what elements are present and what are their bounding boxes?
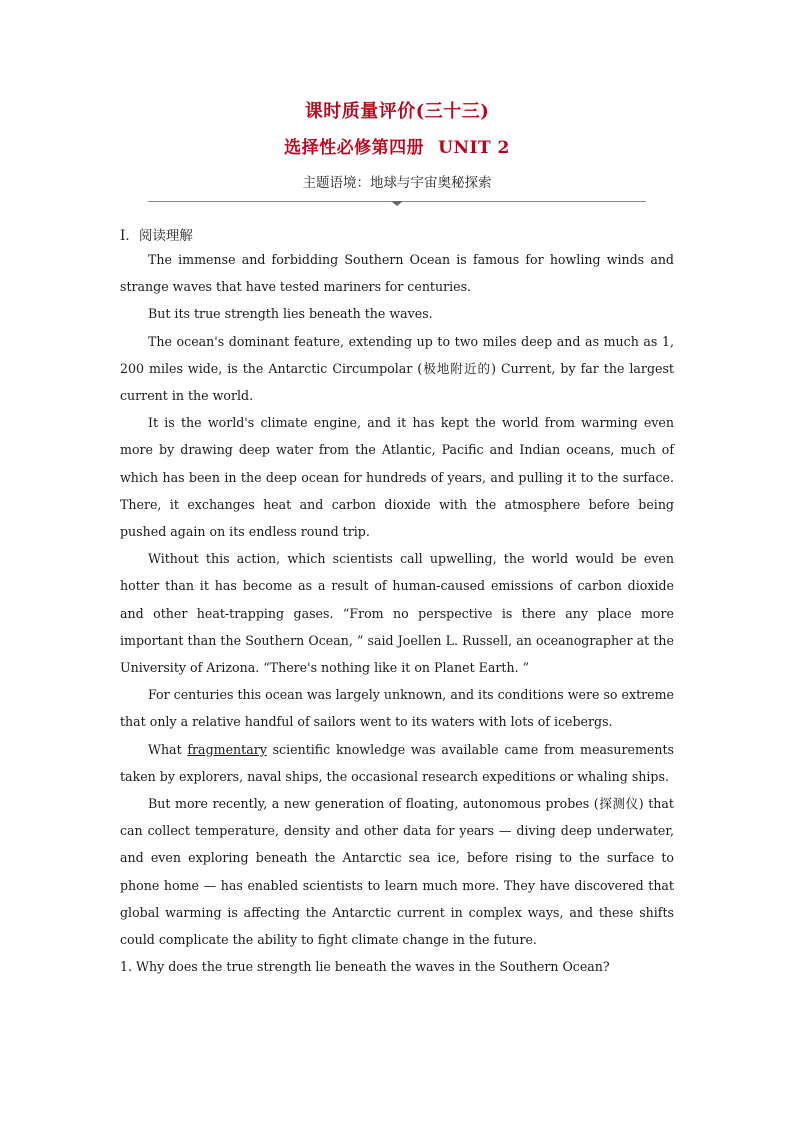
underlined-word: fragmentary <box>187 741 267 757</box>
theme-context: 主题语境：地球与宇宙奥秘探索 <box>302 175 492 191</box>
paragraph-8: But more recently, a new generation of floating, autonomous probes (探测仪) that can collect temperature, density and other data for years — diving deep underwater, and even exploring beneath the Antarctic sea ice, before rising to the surface to phone home — has enabled scientists to learn much more. They have discovered that global warming is affecting the Antarctic current in complex ways, and these shifts could complicate the ability to fight climate change in the future. <box>120 796 674 948</box>
paragraph-1: The immense and forbidding Southern Ocean is famous for howling winds and strange waves that have tested mariners for centuries. <box>120 252 674 295</box>
paragraph-4: It is the world's climate engine, and it has kept the world from warming even more by drawing deep water from the Atlantic, Pacific and Indian oceans, much of which has been in the deep ocean for hundreds of years, and pulling it to the surface. There, it exchanges heat and carbon dioxide with the atmosphere before being pushed again on its endless round trip. <box>120 415 674 540</box>
page-subtitle <box>0 133 794 158</box>
paragraph-3: The ocean's dominant feature, extending up to two miles deep and as much as 1, 200 miles wide, is the Antarctic Circumpolar (极地附近的) Current, by far the largest current in the world. <box>120 333 674 404</box>
paragraph-7 <box>120 736 674 790</box>
section-heading: Ⅰ．阅读理解 <box>120 228 193 244</box>
divider-triangle-icon <box>391 201 403 206</box>
question-1: 1. Why does the true strength lie beneath the waves in the Southern Ocean? <box>120 959 610 975</box>
unit-label: UNIT 2 <box>438 138 510 158</box>
paragraph-7-start: What <box>148 741 188 757</box>
reading-passage <box>120 246 674 980</box>
book-name: 选择性必修第四册 <box>284 138 425 158</box>
paragraph-2: But its true strength lies beneath the waves. <box>148 306 433 322</box>
paragraph-6: For centuries this ocean was largely unknown, and its conditions were so extreme that only a relative handful of sailors went to its waters with lots of icebergs. <box>120 687 674 730</box>
page-title: 课时质量评价(三十三) <box>304 101 490 122</box>
paragraph-5: Without this action, which scientists call upwelling, the world would be even hotter than it has become as a result of human-caused emissions of carbon dioxide and other heat-trapping gases. “From no perspective is there any place more important than the Southern Ocean, ” said Joellen L. Russell, an oceanographer at the University of Arizona. “There's nothing like it on Planet Earth. ” <box>120 551 674 676</box>
paragraph-7-rest: scientific knowledge was available came from measurements taken by explorers, naval ships, the occasional research expeditions or whaling ships. <box>120 741 674 784</box>
